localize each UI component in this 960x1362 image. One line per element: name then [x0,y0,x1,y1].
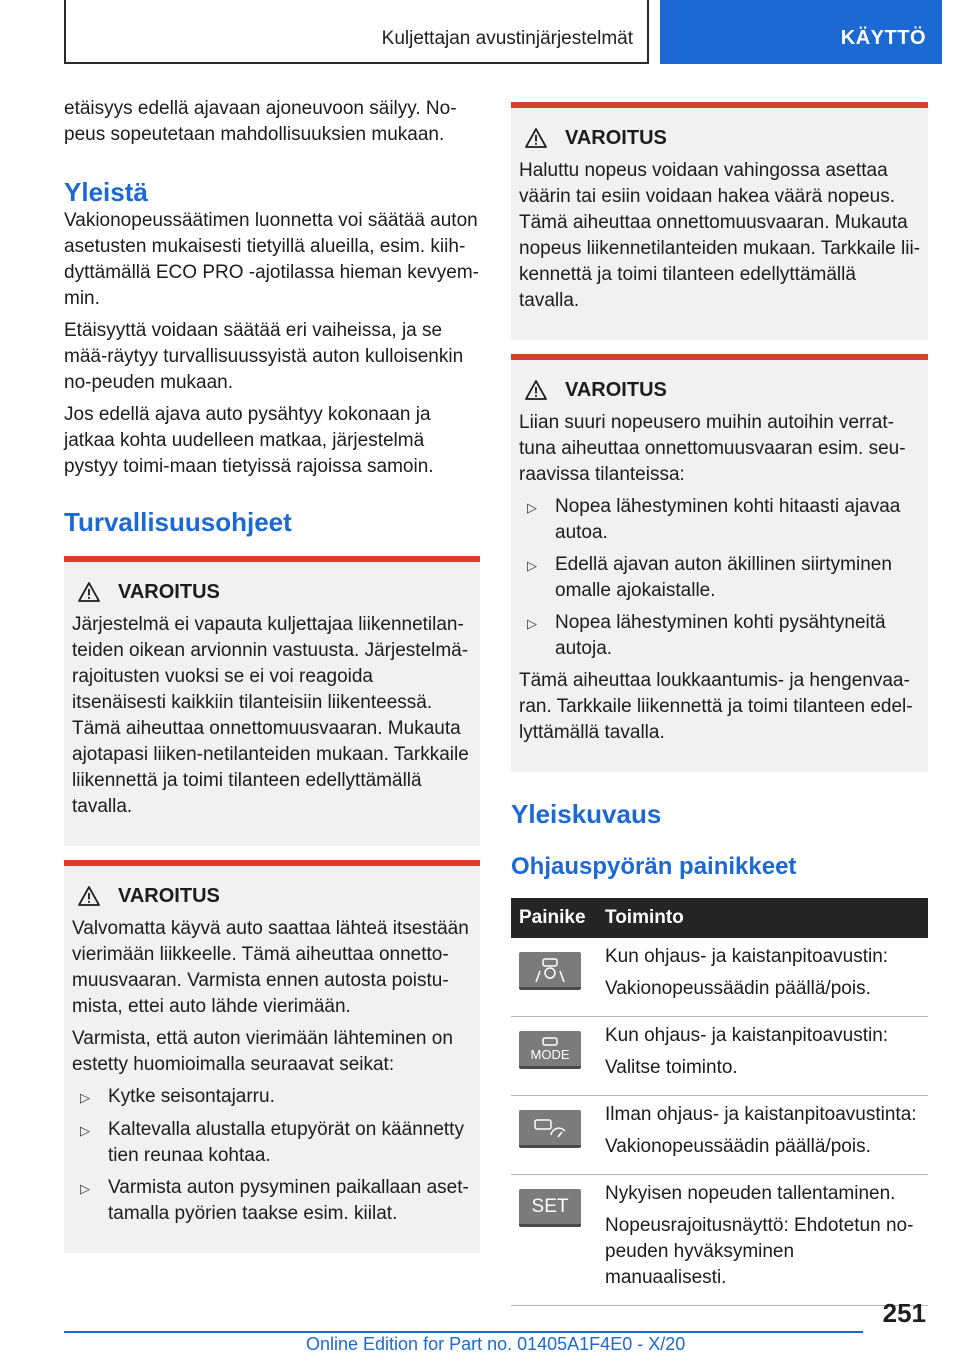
bullet-triangle-icon: ▷ [527,500,537,515]
function-line: Ilman ohjaus- ja kaistanpitoavustinta: [605,1104,917,1125]
function-line: Valitse toiminto. [605,1057,738,1078]
general-paragraph-3: Jos edellä ajava auto pysähtyy kokonaan ja jatkaa kohta uudelleen matkaa, järjestelmä pystyy toimi-maan tietyissä rajoissa samoin. [64,404,434,477]
function-line: Vakionopeussäädin päällä/pois. [605,1136,871,1157]
warning-title: VAROITUS [565,127,667,149]
cruise-onoff-icon [519,1110,581,1148]
bullet-triangle-icon: ▷ [80,1090,90,1105]
warning-list [519,494,920,662]
warning-box-4 [511,354,928,772]
function-line: Kun ohjaus- ja kaistanpitoavustin: [605,946,889,967]
table-row [511,938,928,1017]
list-item: ▷ Nopea lähestyminen kohti pysähtyneitä autoja. [519,610,920,662]
mode-button-icon: MODE [519,1031,581,1069]
warning-text-2: Tämä aiheuttaa loukkaantumis- ja hengenvaa-ran. Tarkkaile liikennettä ja toimi tilanteen edel-lyttämällä tavalla. [519,670,913,743]
buttons-heading: Ohjauspyörän painikkeet [511,853,797,880]
warning-triangle-icon [525,128,547,148]
bullet-triangle-icon: ▷ [527,616,537,631]
warning-triangle-icon [525,380,547,400]
warning-text: Valvomatta käyvä auto saattaa lähteä itsestään vierimään liikkeelle. Tämä aiheuttaa onnetto-muusvaaran. Varmista ennen autosta poistu-mista, ettei auto lähde vierimään. [72,918,469,1017]
warning-text: Haluttu nopeus voidaan vahingossa asettaa väärin tai esiin voidaan hakea väärä nopeus. Tämä aiheuttaa onnettomuusvaaran. Mukauta nopeus liikennetilanteiden mukaan. Tarkkaile lii-kennettä ja toimi tilanteen edellyttämällä tavalla. [519,160,920,311]
left-column [64,96,480,1253]
table-row [511,1175,928,1306]
list-item: ▷ Edellä ajavan auton äkillinen siirtyminen omalle ajokaistalle. [519,552,920,604]
bullet-triangle-icon: ▷ [527,558,537,573]
safety-heading: Turvallisuusohjeet [64,507,292,537]
warning-title: VAROITUS [118,581,220,603]
warning-box-1 [64,556,480,846]
chapter-title: KÄYTTÖ [840,27,926,49]
table-header-row [511,898,928,938]
warning-box-2 [64,860,480,1253]
table-row [511,1096,928,1175]
general-heading: Yleistä [64,177,148,207]
intro-paragraph: etäisyys edellä ajavaan ajoneuvoon säilyy. No-peus sopeutetaan mahdollisuuksien mukaan. [64,98,457,145]
right-column [511,102,928,1306]
col-header-button: Painike [511,898,597,938]
page-number: 251 [882,1298,926,1328]
footer-divider [64,1331,863,1333]
table-row [511,1017,928,1096]
list-item: ▷ Nopea lähestyminen kohti hitaasti ajavaa autoa. [519,494,920,546]
header-chapter-box [660,0,942,64]
function-line: Vakionopeussäädin päällä/pois. [605,978,871,999]
warning-box-3 [511,102,928,340]
header-section-box [64,0,649,64]
edition-text: Online Edition for Part no. 01405A1F4E0 - X/20 [306,1334,686,1354]
warning-text: Järjestelmä ei vapauta kuljettajaa liikennetilan-teiden oikean arvionnin vastuusta. Järjestelmä-rajoitusten vuoksi se ei voi reagoida itsenäisesti kaikkiin tilanteisiin liikenteessä. Tämä aiheuttaa onnettomuusvaaran. Mukauta ajotapasi liiken-netilanteiden mukaan. Tarkkaile liikennettä ja toimi tilanteen edellyttämällä tavalla. [72,614,469,817]
list-item: ▷ Varmista auton pysyminen paikallaan aset-tamalla pyörien taakse esim. kiilat. [72,1175,472,1227]
warning-title: VAROITUS [565,379,667,401]
bullet-triangle-icon: ▷ [80,1123,90,1138]
list-item: ▷ Kytke seisontajarru. [72,1084,472,1111]
warning-title: VAROITUS [118,885,220,907]
function-line: Nykyisen nopeuden tallentaminen. [605,1183,896,1204]
col-header-function: Toiminto [597,898,928,938]
general-paragraph-2: Etäisyyttä voidaan säätää eri vaiheissa, ja se mää-räytyy turvallisuussyistä auton kulloisenkin no-peuden mukaan. [64,320,464,393]
general-paragraph-1: Vakionopeussäätimen luonnetta voi säätää auton asetusten mukaisesti tietyillä alueilla, esim. kiih-dyttämällä ECO PRO -ajotilassa hieman kevyem-min. [64,210,479,309]
warning-list [72,1084,472,1227]
bullet-triangle-icon: ▷ [80,1181,90,1196]
warning-text-2: Varmista, että auton vierimään lähteminen on estetty huomioimalla seuraavat seikat: [72,1028,453,1075]
list-item: ▷ Kaltevalla alustalla etupyörät on käännetty tien reunaa kohtaa. [72,1117,472,1169]
steering-lane-icon [519,952,581,990]
function-line: Kun ohjaus- ja kaistanpitoavustin: [605,1025,889,1046]
function-line: Nopeusrajoitusnäyttö: Ehdotetun no-peuden hyväksyminen manuaalisesti. [605,1215,914,1288]
buttons-table [511,898,928,1306]
section-title: Kuljettajan avustinjärjestelmät [381,28,633,49]
warning-triangle-icon [78,582,100,602]
overview-heading: Yleiskuvaus [511,799,662,829]
warning-triangle-icon [78,886,100,906]
set-button-icon: SET [519,1189,581,1227]
warning-text: Liian suuri nopeusero muihin autoihin verrat-tuna aiheuttaa onnettomuusvaaran esim. seu-raavissa tilanteissa: [519,412,906,485]
